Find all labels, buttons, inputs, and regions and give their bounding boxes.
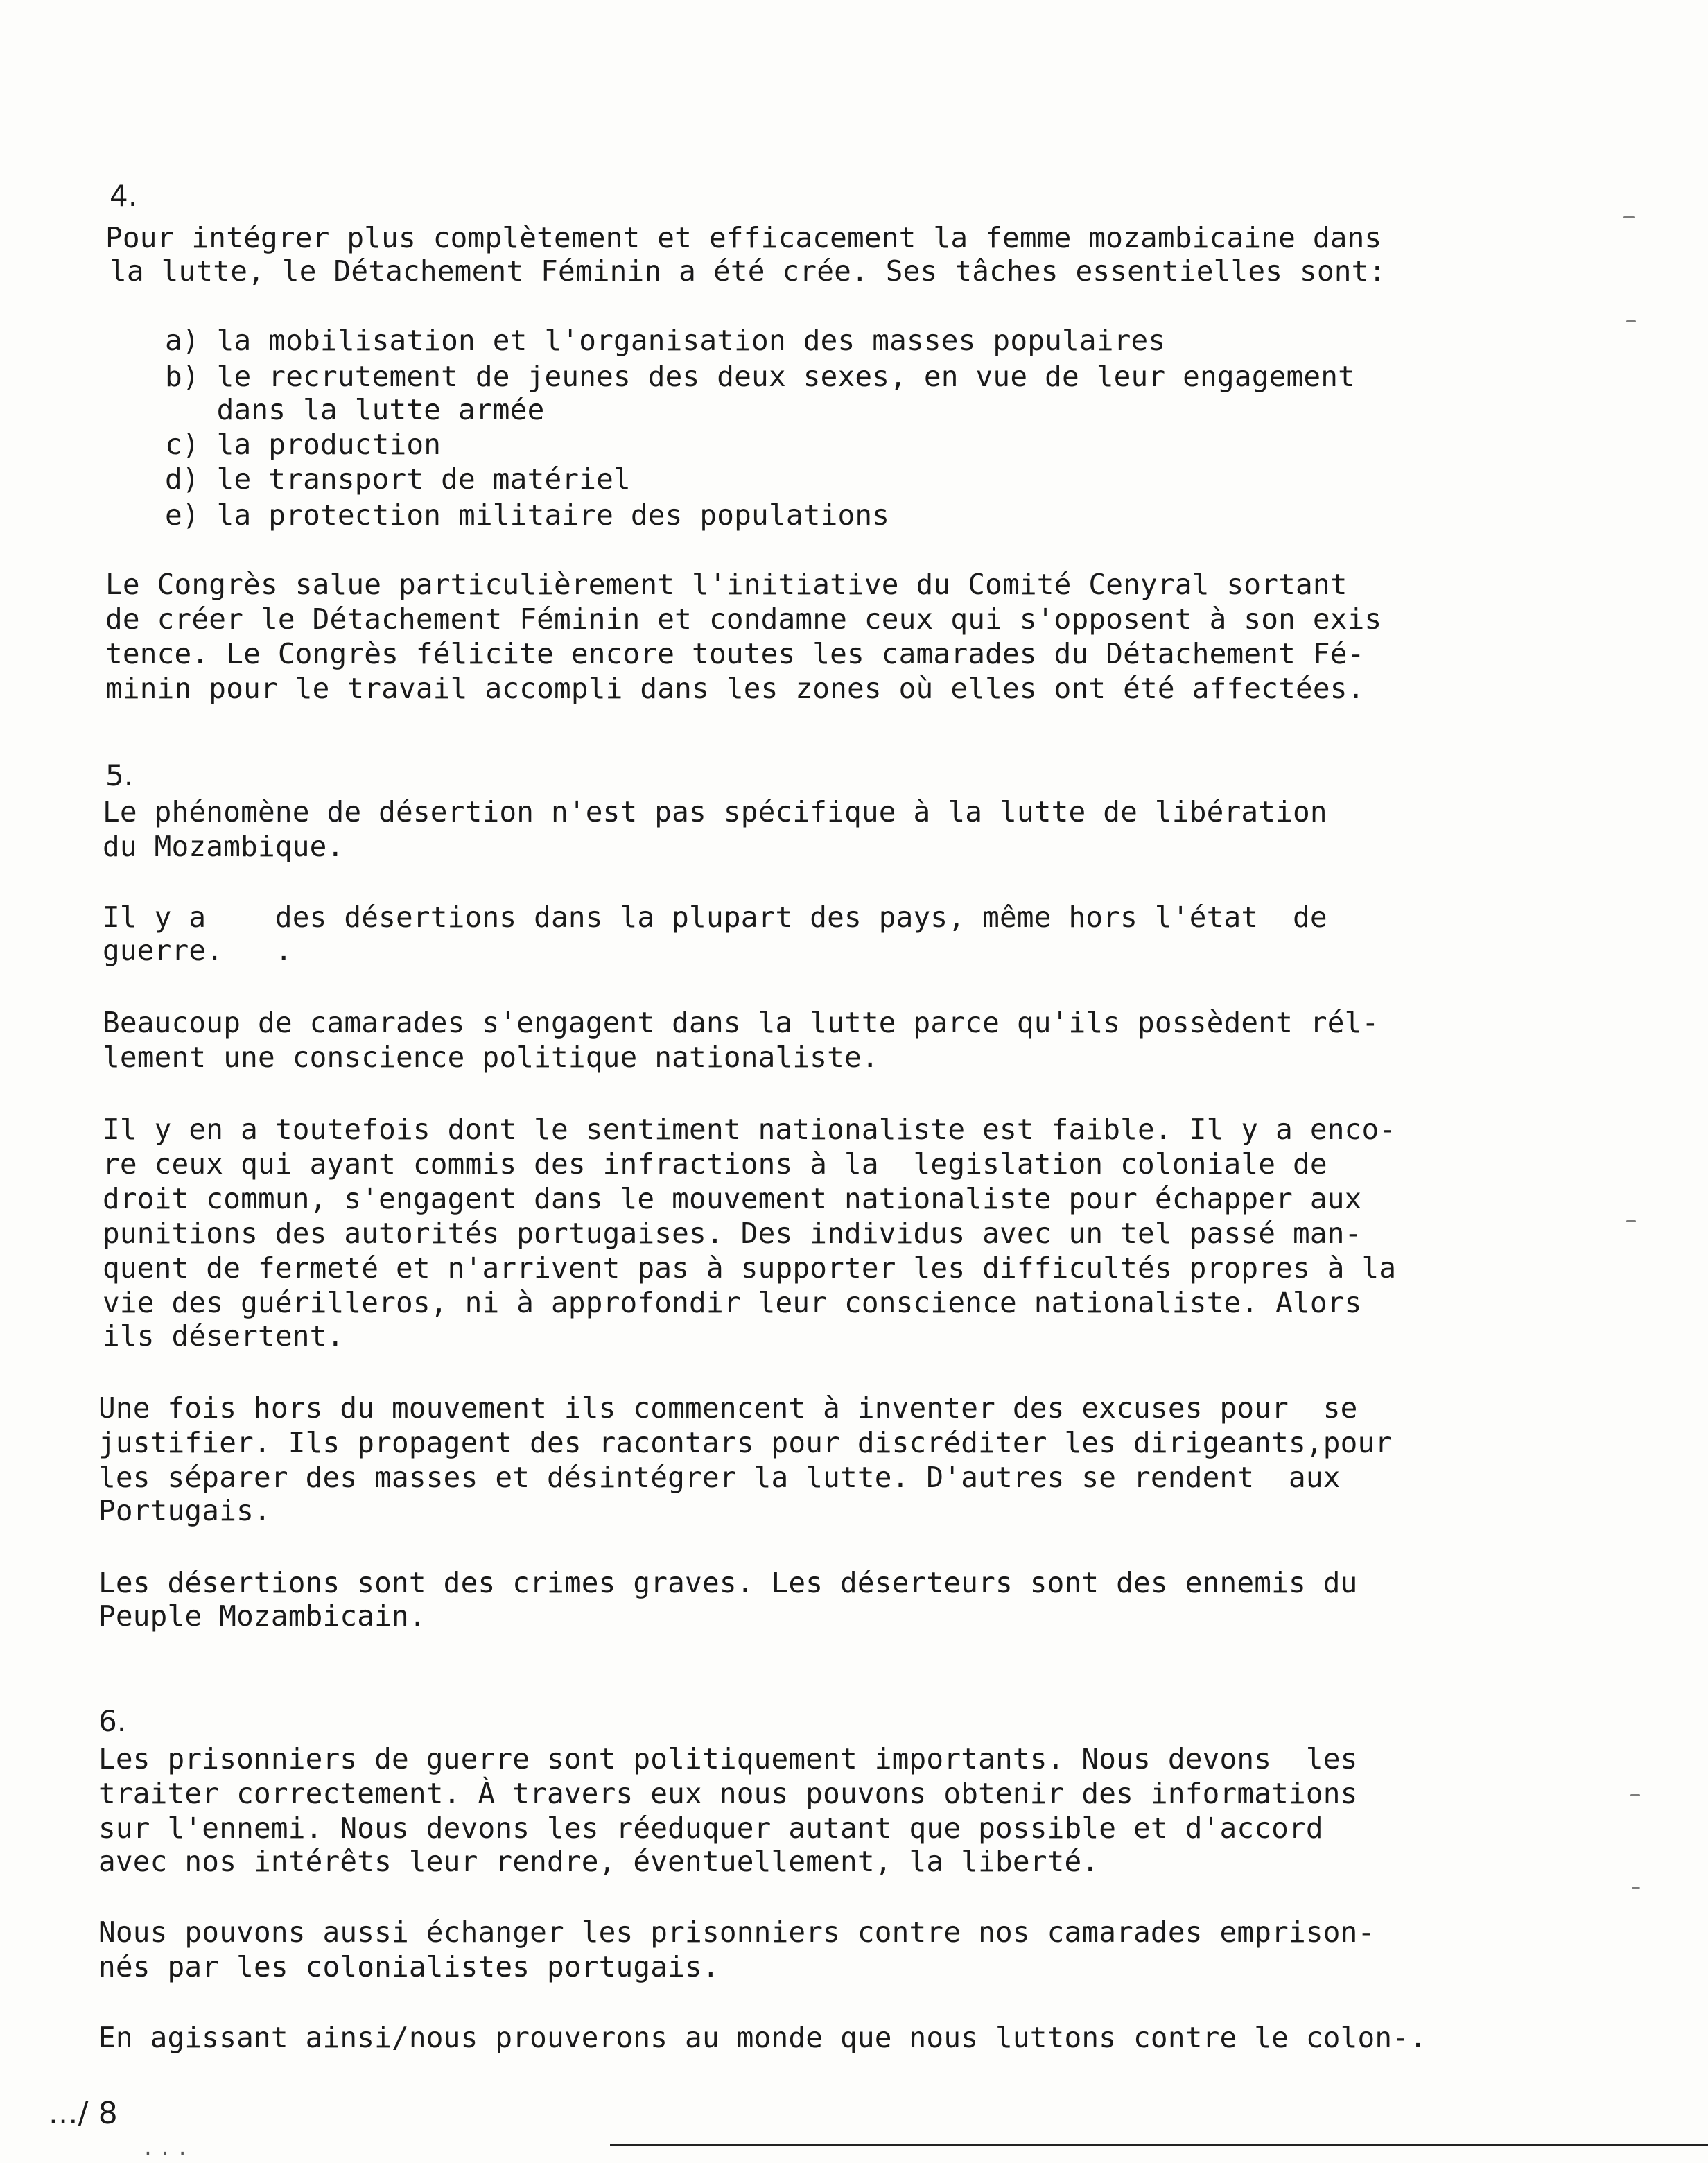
section-5-p3-line-2: lement une conscience politique nationaliste. [103, 1041, 879, 1074]
section-5-p5-line-4: Portugais. [98, 1494, 271, 1527]
section-4-para2-line-4: minin pour le travail accompli dans les zones où elles ont été affectées. [105, 672, 1365, 705]
section-5-p4-line-3: droit commun, s'engagent dans le mouvement nationaliste pour échapper aux [103, 1182, 1362, 1215]
list-item-e: e) la protection militaire des populations [165, 498, 890, 532]
section-4-number: 4. [110, 179, 138, 213]
section-6-p1-line-4: avec nos intérêts leur rendre, éventuellement, la liberté. [98, 1845, 1099, 1878]
section-5-p4-line-1: Il y en a toutefois dont le sentiment nationaliste est faible. Il y a enco- [103, 1113, 1397, 1146]
list-item-a: a) la mobilisation et l'organisation des masses populaires [165, 324, 1166, 357]
margin-mark [1630, 1794, 1640, 1796]
section-5-p5-line-3: les séparer des masses et désintégrer la lutte. D'autres se rendent aux [98, 1461, 1341, 1494]
footer-rule [610, 2144, 1708, 2146]
section-5-p5-line-1: Une fois hors du mouvement ils commencent à inventer des excuses pour se [98, 1391, 1358, 1425]
section-5-p4-line-4: punitions des autorités portugaises. Des individus avec un tel passé man- [103, 1217, 1362, 1250]
section-5-p2-line-2: guerre. . [103, 934, 293, 967]
list-item-b: b) le recrutement de jeunes des deux sexes, en vue de leur engagement [165, 360, 1356, 393]
list-item-c: c) la production [165, 428, 442, 461]
section-6-number: 6. [98, 1704, 127, 1738]
section-5-p4-line-2: re ceux qui ayant commis des infractions à la legislation coloniale de [103, 1147, 1327, 1181]
section-5-p5-line-2: justifier. Ils propagent des racontars pour discréditer les dirigeants,pour [98, 1426, 1393, 1459]
section-5-p1-line-2: du Mozambique. [103, 830, 345, 863]
section-4-intro-line-2: la lutte, le Détachement Féminin a été crée. Ses tâches essentielles sont: [110, 254, 1386, 288]
list-item-d: d) le transport de matériel [165, 462, 631, 496]
page-continuation-marker: .../ 8 [49, 2096, 118, 2131]
section-5-p6-line-2: Peuple Mozambicain. [98, 1599, 426, 1633]
section-6-p2-line-2: nés par les colonialistes portugais. [98, 1950, 720, 1983]
section-4-para2-line-2: de créer le Détachement Féminin et condamne ceux qui s'opposent à son exis [105, 602, 1382, 636]
section-6-p1-line-1: Les prisonniers de guerre sont politiquement importants. Nous devons les [98, 1742, 1358, 1775]
section-4-para2-line-1: Le Congrès salue particulièrement l'initiative du Comité Cenyral sortant [105, 568, 1348, 601]
section-5-p4-line-6: vie des guérilleros, ni à approfondir leur conscience nationaliste. Alors [103, 1286, 1362, 1319]
section-4-para2-line-3: tence. Le Congrès félicite encore toutes les camarades du Détachement Fé- [105, 637, 1365, 670]
margin-mark [1623, 216, 1635, 218]
margin-mark [1626, 320, 1636, 322]
section-6-p1-line-3: sur l'ennemi. Nous devons les réeduquer autant que possible et d'accord [98, 1812, 1323, 1845]
section-6-p3-line-1: En agissant ainsi/nous prouverons au monde que nous luttons contre le colon-. [98, 2021, 1427, 2054]
margin-mark [1626, 1220, 1636, 1222]
footer-dots: ... [142, 2137, 194, 2160]
margin-mark [1632, 1887, 1640, 1889]
section-5-p2-line-1: Il y a des désertions dans la plupart des pays, même hors l'état de [103, 901, 1327, 934]
section-4-intro-line-1: Pour intégrer plus complètement et efficacement la femme mozambicaine dans [105, 221, 1382, 254]
section-5-p4-line-7: ils désertent. [103, 1319, 345, 1353]
section-6-p1-line-2: traiter correctement. À travers eux nous pouvons obtenir des informations [98, 1777, 1358, 1810]
section-5-p3-line-1: Beaucoup de camarades s'engagent dans la lutte parce qu'ils possèdent rél- [103, 1006, 1379, 1039]
section-5-number: 5. [105, 758, 134, 792]
section-5-p6-line-1: Les désertions sont des crimes graves. Les déserteurs sont des ennemis du [98, 1566, 1358, 1599]
section-5-p1-line-1: Le phénomène de désertion n'est pas spécifique à la lutte de libération [103, 795, 1327, 828]
list-item-b-cont: dans la lutte armée [165, 393, 545, 426]
section-6-p2-line-1: Nous pouvons aussi échanger les prisonniers contre nos camarades emprison- [98, 1916, 1375, 1949]
section-5-p4-line-5: quent de fermeté et n'arrivent pas à supporter les difficultés propres à la [103, 1251, 1397, 1285]
